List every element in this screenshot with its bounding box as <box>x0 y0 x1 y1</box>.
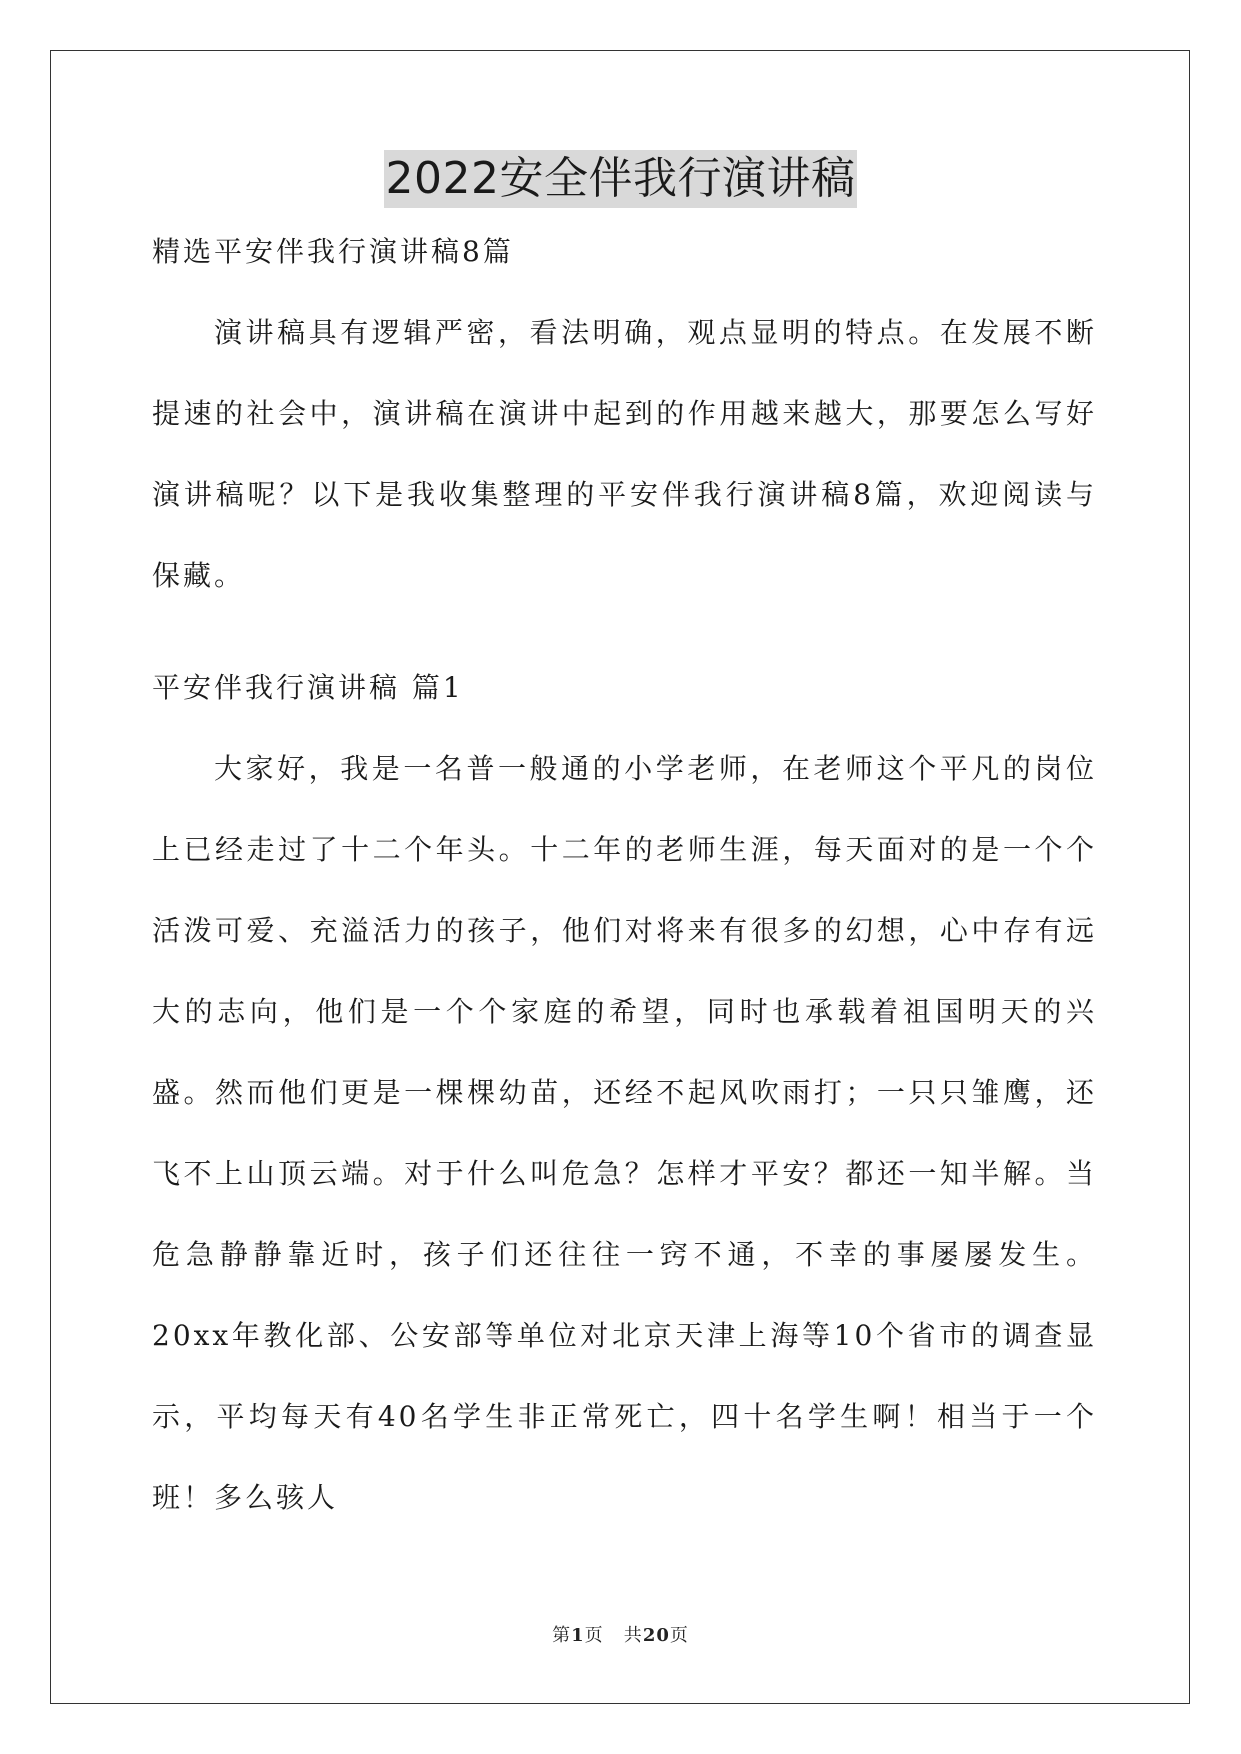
document-body <box>152 230 1097 1538</box>
subtitle: 精选平安伴我行演讲稿8篇 <box>152 235 514 268</box>
section-paragraph: 大家好，我是一名普一般通的小学老师，在老师这个平凡的岗位上已经走过了十二个年头。十二年的老师生涯，每天面对的是一个个活泼可爱、充溢活力的孩子，他们对将来有很多的幻想，心中存有远大的志向，他们是一个个家庭的希望，同时也承载着祖国明天的兴盛。然而他们更是一棵棵幼苗，还经不起风吹雨打；一只只雏鹰，还飞不上山顶云端。对于什么叫危急？怎样才平安？都还一知半解。当危急静静靠近时，孩子们还往往一窍不通，不幸的事屡屡发生。20xx年教化部、公安部等单位对北京天津上海等10个省市的调查显示，平均每天有40名学生非正常死亡，四十名学生啊！相当于一个班！多么骇人 <box>152 752 1097 1514</box>
spacer <box>152 274 1097 292</box>
intro-paragraph: 演讲稿具有逻辑严密，看法明确，观点显明的特点。在发展不断提速的社会中，演讲稿在演讲中起到的作用越来越大，那要怎么写好演讲稿呢？以下是我收集整理的平安伴我行演讲稿8篇，欢迎阅读与保藏。 <box>152 316 1097 592</box>
page-footer <box>0 1621 1241 1647</box>
page-mid: 页 共 <box>584 1625 643 1646</box>
current-page-number: 1 <box>571 1625 585 1646</box>
section-heading: 平安伴我行演讲稿 篇1 <box>152 671 464 704</box>
page-suffix: 页 <box>669 1625 689 1646</box>
spacer <box>152 616 1097 666</box>
total-page-number: 20 <box>642 1625 670 1646</box>
spacer <box>152 710 1097 728</box>
title-text: 2022安全伴我行演讲稿 <box>384 150 858 208</box>
page-prefix: 第 <box>552 1625 572 1646</box>
document-title <box>0 150 1241 208</box>
